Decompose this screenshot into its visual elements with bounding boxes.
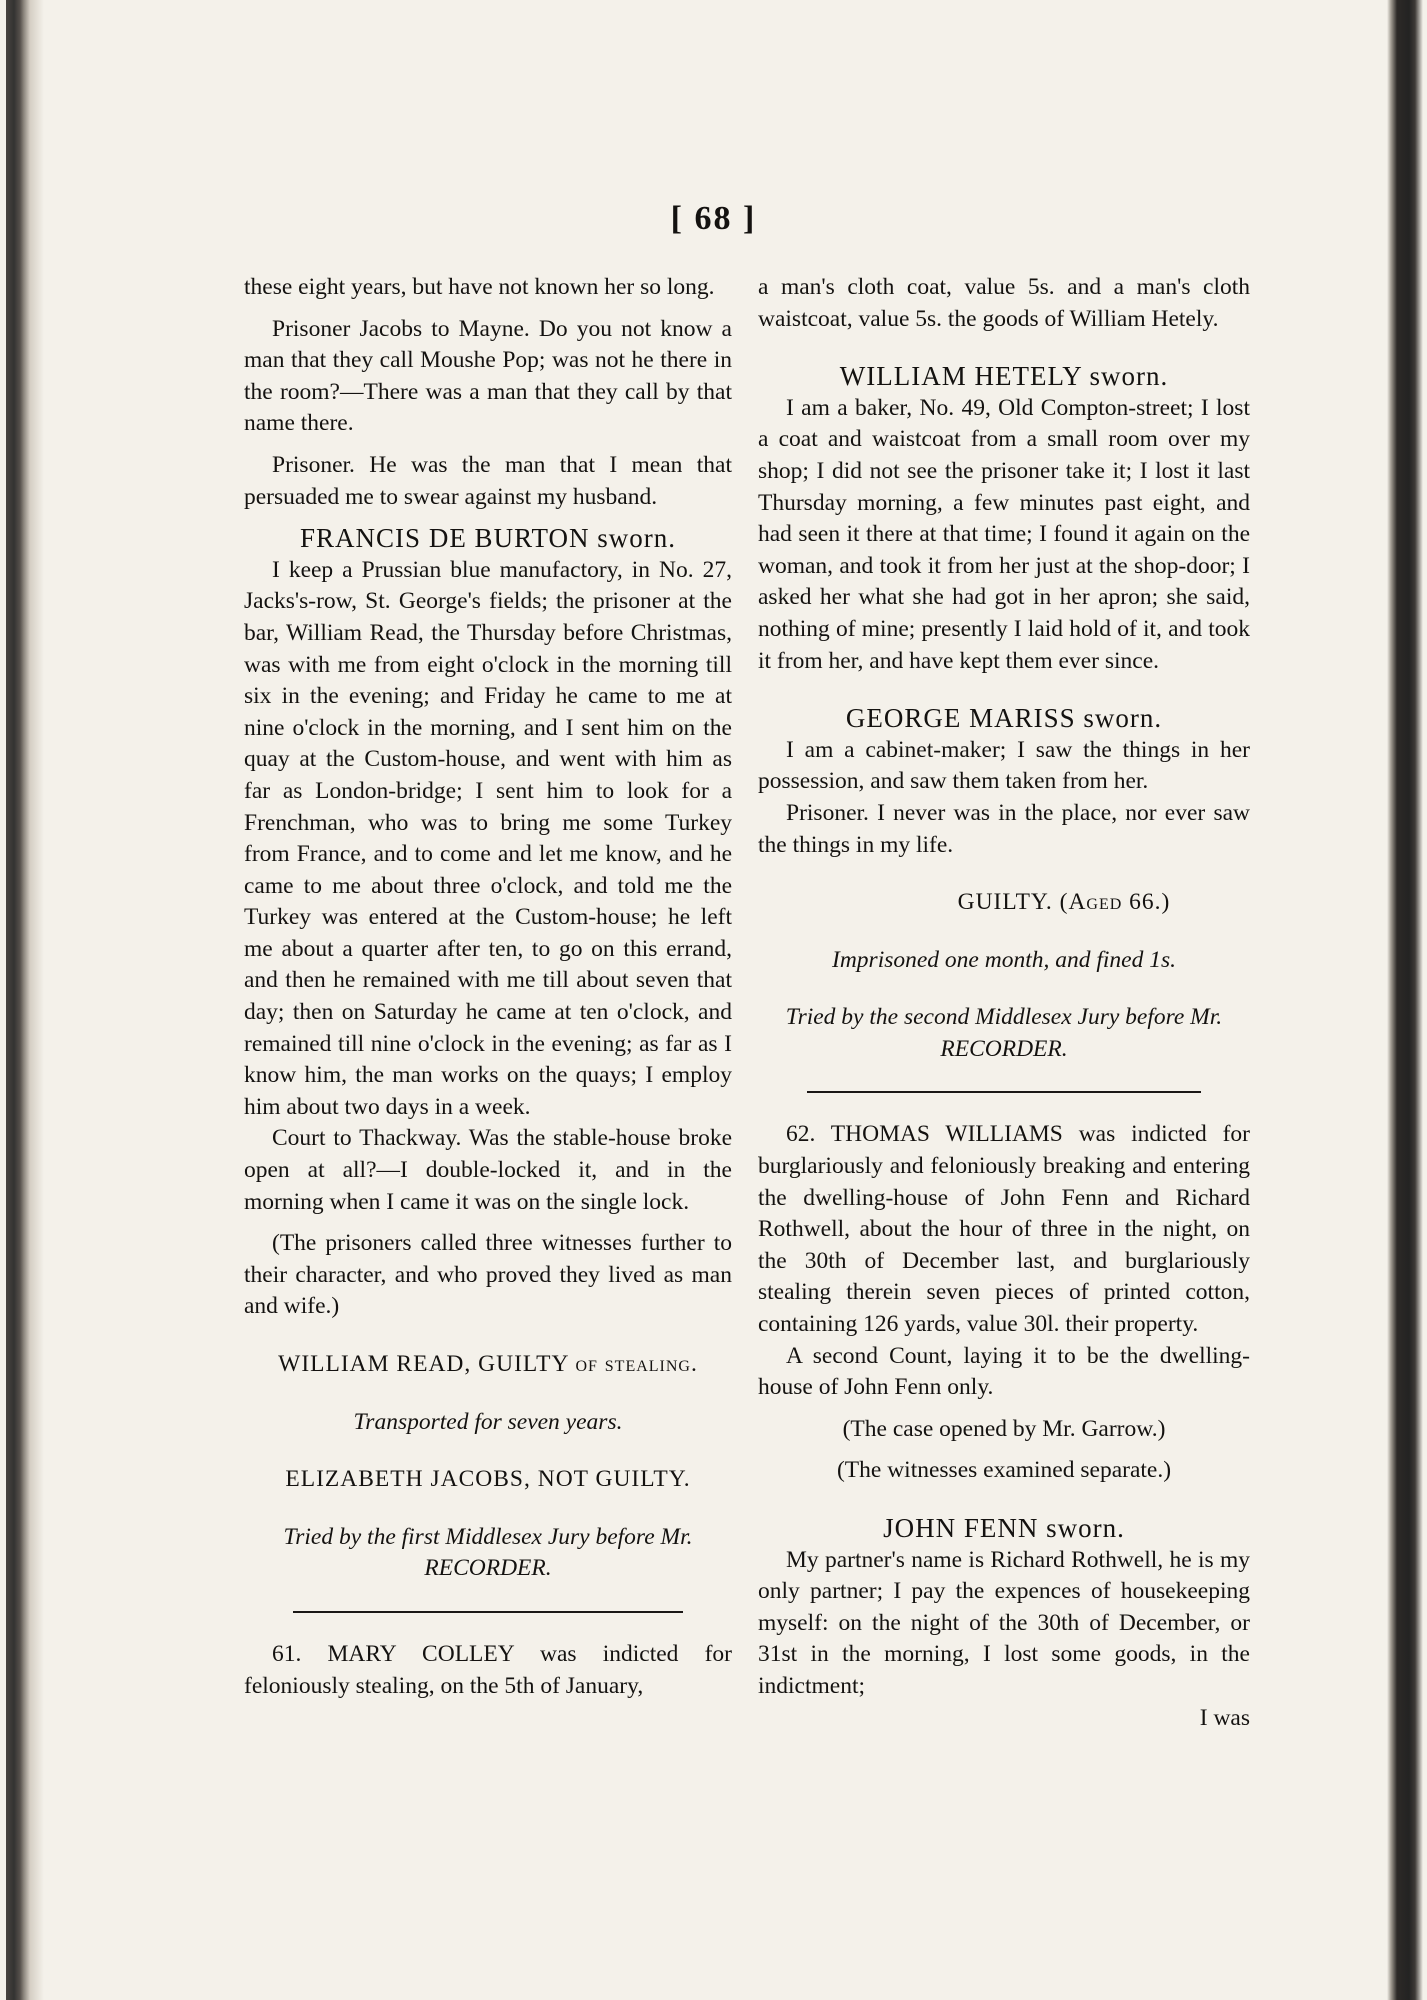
sentence: Imprisoned one month, and fined 1s. xyxy=(832,946,1176,973)
jury-note: Tried by the first Middlesex Jury before Mr. RECORDER. xyxy=(283,1523,693,1582)
jury-note: Tried by the second Middlesex Jury before Mr. RECORDER. xyxy=(785,1004,1223,1062)
section-divider xyxy=(293,1611,683,1613)
character-note: (The prisoners called three witnesses further to their character, and who proved they lived as man and wife.) xyxy=(244,1230,732,1320)
case-note: (The case opened by Mr. Garrow.) xyxy=(842,1415,1166,1442)
witness-heading: WILLIAM HETELY sworn. xyxy=(839,361,1169,392)
witness-testimony: My partner's name is Richard Rothwell, he is my only partner; I pay the expences of housekeeping myself: on the night of the 30th of December, or 31st in the morning, I lost some goods, in the indictment; xyxy=(758,1546,1250,1699)
witness-heading: FRANCIS DE BURTON sworn. xyxy=(300,523,676,554)
page-number: [ 68 ] xyxy=(670,200,757,237)
witness-testimony: I am a baker, No. 49, Old Compton-street; I lost a coat and waistcoat from a small room over my shop; I did not see the prisoner take it; I lost it last Thursday morning, a few minutes past eight, and had seen it there at that time; I found it again on the woman, and took it from her just at the shop-door; I asked her what she had got in her apron; she said, nothing of mine; presently I laid hold of it, and took it from her, and have kept them ever since. xyxy=(758,394,1250,674)
verdict: WILLIAM READ, GUILTY of stealing. xyxy=(278,1351,698,1377)
prisoner-statement: Prisoner. He was the man that I mean that persuaded me to swear against my husband. xyxy=(244,451,732,510)
prisoner-question: Prisoner Jacobs to Mayne. Do you not know a man that they call Moushe Pop; was not he there in the room?—There was a man that they call by that name there. xyxy=(244,315,732,437)
witness-testimony: I am a cabinet-maker; I saw the things in her possession, and saw them taken from her. xyxy=(758,736,1250,795)
case-note: (The witnesses examined separate.) xyxy=(836,1457,1172,1484)
paragraph: these eight years, but have not known her so long. xyxy=(244,274,715,300)
second-count: A second Count, laying it to be the dwelling-house of John Fenn only. xyxy=(758,1342,1250,1401)
left-column xyxy=(244,272,732,1702)
right-column xyxy=(758,272,1250,1734)
scan-shadow-right xyxy=(1381,0,1427,2000)
section-divider xyxy=(807,1091,1201,1093)
scan-shadow-left xyxy=(0,0,48,2000)
verdict: ELIZABETH JACOBS, NOT GUILTY. xyxy=(285,1466,691,1493)
sentence: Transported for seven years. xyxy=(353,1408,623,1435)
case-indictment: 62. THOMAS WILLIAMS was indicted for burglariously and feloniously breaking and entering the dwelling-house of John Fenn and Richard Rothwell, about the hour of three in the night, on the 30th of December last, and burglariously stealing therein seven pieces of printed cotton, containing 126 yards, value 30l. their property. xyxy=(758,1121,1250,1338)
case-indictment: 61. MARY COLLEY was indicted for feloniously stealing, on the 5th of January, xyxy=(244,1640,732,1699)
paragraph: a man's cloth coat, value 5s. and a man's cloth waistcoat, value 5s. the goods of William Hetely. xyxy=(758,274,1250,332)
prisoner-statement: Prisoner. I never was in the place, nor ever saw the things in my life. xyxy=(758,799,1250,858)
witness-heading: GEORGE MARISS sworn. xyxy=(845,703,1163,734)
witness-testimony: I keep a Prussian blue manufactory, in No. 27, Jacks's-row, St. George's fields; the prisoner at the bar, William Read, the Thursday before Christmas, was with me from eight o'clock in the morning till six in the evening; and Friday he came to me at nine o'clock in the morning, and I sent him on the quay at the Custom-house, and went with him as far as London-bridge; I sent him to look for a Frenchman, who was to bring me some Turkey from France, and to come and let me know, and he came to me about three o'clock, and told me the Turkey was entered at the Custom-house; he left me about a quarter after ten, to go on this errand, and then he remained with me till about seven that day; then on Saturday he came at ten o'clock, and remained till nine o'clock in the evening; as far as I know him, the man works on the quays; I employ him about two days in a week. xyxy=(244,556,732,1120)
catchword: I was xyxy=(1199,1704,1250,1731)
witness-heading: JOHN FENN sworn. xyxy=(883,1513,1125,1543)
court-question: Court to Thackway. Was the stable-house broke open at all?—I double-locked it, and in the morning when I came it was on the single lock. xyxy=(244,1125,732,1215)
verdict: GUILTY. (Aged 66.) xyxy=(957,889,1171,916)
